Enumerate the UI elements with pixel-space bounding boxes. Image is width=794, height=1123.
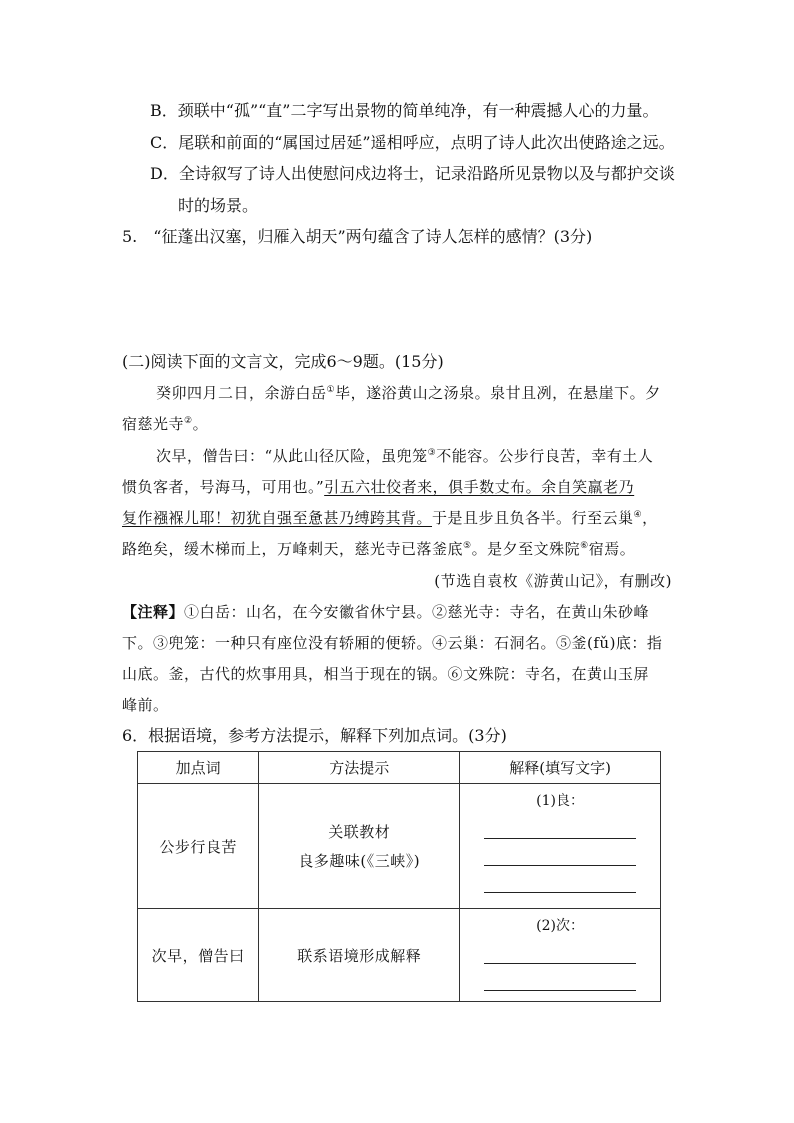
answer-blank[interactable] <box>484 937 636 964</box>
hint-text: 良多趣味(《三峡》) <box>298 852 421 870</box>
underlined-sentence: 复作襁褓儿耶！初犹自强至惫甚乃缚跨其背。 <box>122 509 433 527</box>
passage-text: 癸卯四月二日，余游白岳 <box>156 384 327 402</box>
table-row <box>138 909 661 1002</box>
hint-cell: 联系语境形成解释 <box>259 909 460 1002</box>
hint-cell <box>259 784 460 909</box>
passage-line-6 <box>122 538 635 560</box>
option-b: B．颈联中“孤”“直”二字写出景物的简单纯净，有一种震撼人心的力量。 <box>150 101 659 120</box>
passage-source: (节选自袁枚《游黄山记》，有删改) <box>434 572 672 590</box>
footnote-marker: ① <box>326 385 336 395</box>
footnote-marker: ⑥ <box>580 541 589 551</box>
header-cell: 方法提示 <box>259 752 460 784</box>
option-d-line1: D．全诗叙写了诗人出使慰问戍边将士，记录沿路所见景物以及与都护交谈 <box>150 164 675 183</box>
notes-text: ①白岳：山名，在今安徽省休宁县。②慈光寺：寺名，在黄山朱砂峰 <box>184 603 650 621</box>
notes-label: 【注释】 <box>122 603 185 621</box>
passage-text: 宿慈光寺 <box>122 415 185 433</box>
passage-text: 于是且步且负各半。行至云巢 <box>432 509 634 527</box>
table-header-row <box>138 752 661 784</box>
footnote-marker: ⑤ <box>463 541 472 551</box>
passage-text: ， <box>642 509 658 527</box>
answer-blank[interactable] <box>484 964 636 991</box>
answer-blank[interactable] <box>484 866 636 893</box>
passage-text: 路绝矣，缓木梯而上，万峰刺天，慈光寺已落釜底 <box>122 540 464 558</box>
hint-text: 关联教材 <box>328 823 391 841</box>
footnote-marker: ② <box>184 416 193 426</box>
answer-cell <box>460 784 661 909</box>
underlined-sentence: 引五六壮佼者来，俱手数丈布。余自笑羸老乃 <box>324 478 635 496</box>
passage-text: 宿焉。 <box>588 540 636 558</box>
passage-text: 毕，遂浴黄山之汤泉。泉甘且冽，在悬崖下。夕 <box>335 384 661 402</box>
header-cell: 加点词 <box>138 752 259 784</box>
answer-blank[interactable] <box>484 812 636 839</box>
passage-text: 不能容。公步行良苦，幸有土人 <box>436 447 654 465</box>
passage-text: 次早，僧告曰：“从此山径仄险，虽兜笼 <box>156 447 428 465</box>
answer-label: (2)次： <box>536 918 585 934</box>
table-row <box>138 784 661 909</box>
answer-blank[interactable] <box>484 839 636 866</box>
passage-text: 。是夕至文殊院 <box>471 540 581 558</box>
passage-text: 惯负客者，号海马，可用也。” <box>122 478 325 496</box>
passage-line-3 <box>156 445 653 467</box>
option-c: C．尾联和前面的“属国过居延”遥相呼应，点明了诗人此次出使路途之远。 <box>150 133 675 152</box>
word-cell: 次早，僧告曰 <box>138 909 259 1002</box>
notes-line-2: 下。③兜笼：一种只有座位没有轿厢的便轿。④云巢：石洞名。⑤釜(fǔ)底：指 <box>122 634 663 652</box>
answer-label: (1)良： <box>536 793 585 809</box>
notes-line-3: 山底。釜，古代的炊事用具，相当于现在的锅。⑥文殊院：寺名，在黄山玉屏 <box>122 665 650 683</box>
footnote-marker: ④ <box>633 510 643 520</box>
question-5: 5. “征蓬出汉塞，归雁入胡天”两句蕴含了诗人怎样的感情？(3分) <box>122 227 593 246</box>
notes-line-4: 峰前。 <box>122 696 169 714</box>
option-d-line2: 时的场景。 <box>178 196 259 215</box>
answer-cell <box>460 909 661 1002</box>
notes-line-1 <box>122 601 649 623</box>
passage-line-1 <box>156 382 661 404</box>
passage-text: 。 <box>192 415 209 433</box>
word-cell: 公步行良苦 <box>138 784 259 909</box>
passage-line-5 <box>122 507 658 529</box>
header-cell: 解释(填写文字) <box>460 752 661 784</box>
passage-line-4 <box>122 476 634 498</box>
footnote-marker: ③ <box>427 448 437 458</box>
passage-line-2 <box>122 413 208 435</box>
section-2-heading: (二)阅读下面的文言文，完成6～9题。(15分) <box>122 352 444 371</box>
question-6-table <box>137 751 661 1002</box>
question-6: 6．根据语境，参考方法提示，解释下列加点词。(3分) <box>122 726 507 745</box>
